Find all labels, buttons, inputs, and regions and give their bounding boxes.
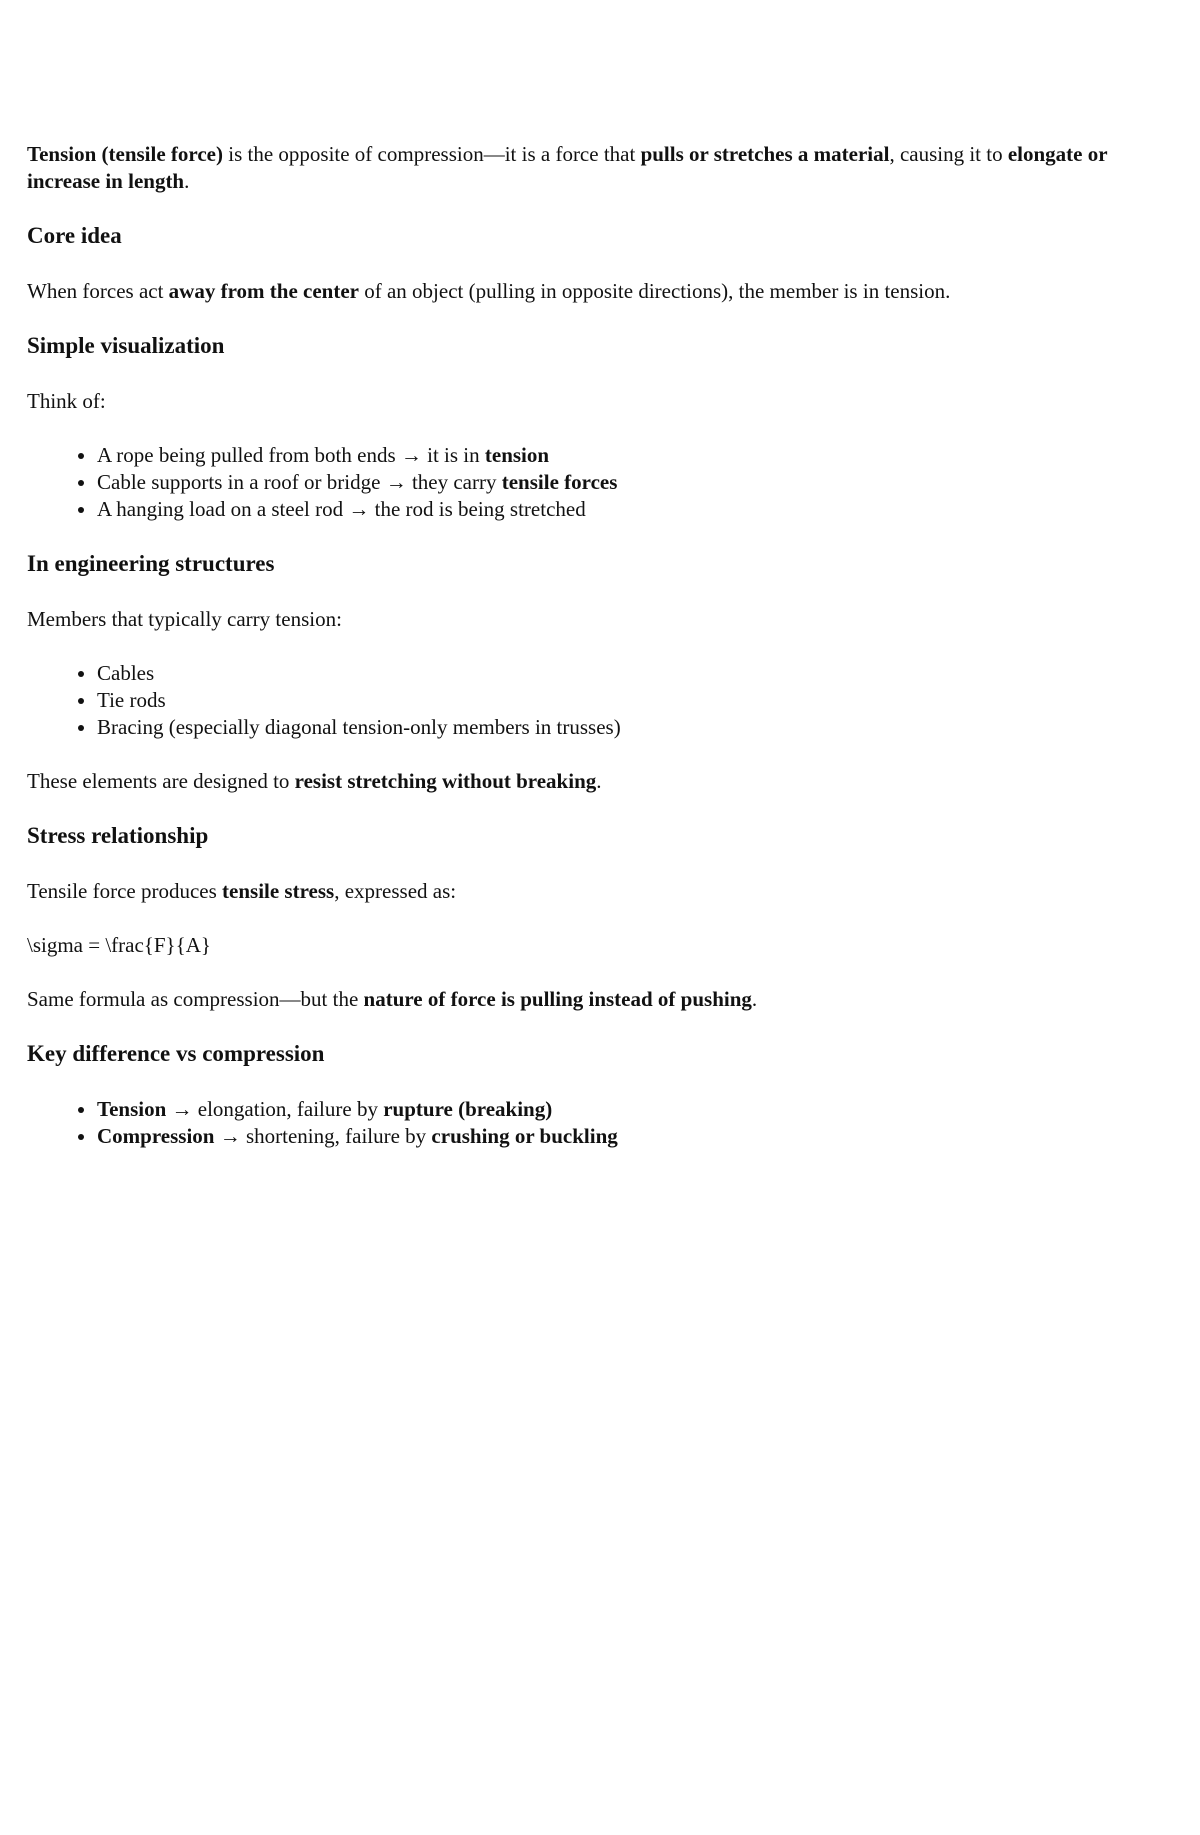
list-item-emphasis: tension xyxy=(484,443,550,467)
list-item xyxy=(97,469,1177,496)
list-item xyxy=(97,442,1177,469)
stress-paragraph xyxy=(27,878,1177,905)
list-item: • Bracing (especially diagonal tension-only members in trusses) xyxy=(97,714,1177,741)
list-item-text: A rope being pulled from both ends → it is in xyxy=(97,443,485,467)
structures-closing-text-2: . xyxy=(596,769,602,793)
list-item-text: Cable supports in a roof or bridge → they carry xyxy=(97,470,502,494)
list-item xyxy=(97,1096,1177,1123)
stress-note-emphasis: nature of force is pulling instead of pushing xyxy=(363,987,752,1011)
intro-emphasis-2: elongate or increase in length xyxy=(27,142,1108,193)
core-idea-paragraph xyxy=(27,278,1177,305)
list-item xyxy=(97,496,1177,523)
intro-text-2: , causing it to xyxy=(889,142,1008,166)
core-idea-text-2: of an object (pulling in opposite directions), the member is in tension. xyxy=(358,279,951,303)
core-idea-emphasis: away from the center xyxy=(168,279,359,303)
list-item-emphasis: rupture (breaking) xyxy=(383,1097,553,1121)
structures-closing-text-1: These elements are designed to xyxy=(27,769,295,793)
visualization-list xyxy=(27,442,1177,523)
list-item-text: A hanging load on a steel rod → the rod is being stretched xyxy=(97,497,586,521)
intro-emphasis-1: pulls or stretches a material xyxy=(640,142,890,166)
intro-text-1: is the opposite of compression—it is a force that xyxy=(222,142,641,166)
stress-note-text-1: Same formula as compression—but the xyxy=(27,987,364,1011)
intro-paragraph xyxy=(27,141,1177,195)
structures-closing-emphasis: resist stretching without breaking xyxy=(294,769,597,793)
difference-heading: Key difference vs compression xyxy=(27,1041,325,1066)
list-item-emphasis: tensile forces xyxy=(501,470,618,494)
stress-emphasis: tensile stress xyxy=(222,879,335,903)
list-item: • Cables xyxy=(97,660,1177,687)
difference-list xyxy=(27,1096,1177,1150)
core-idea-text-1: When forces act xyxy=(27,279,169,303)
visualization-lead: Think of: xyxy=(27,389,106,413)
document-body xyxy=(27,141,1177,1177)
structures-list xyxy=(27,660,1177,741)
structures-heading: In engineering structures xyxy=(27,551,275,576)
list-item: • Tie rods xyxy=(97,687,1177,714)
list-item-text: → elongation, failure by xyxy=(166,1097,384,1121)
core-idea-heading: Core idea xyxy=(27,223,122,248)
stress-text-2: , expressed as: xyxy=(334,879,457,903)
stress-note xyxy=(27,986,1177,1013)
structures-closing xyxy=(27,768,1177,795)
stress-note-text-2: . xyxy=(751,987,758,1011)
intro-text-3: . xyxy=(184,169,190,193)
list-item-text: → shortening, failure by xyxy=(214,1124,432,1148)
list-item-emphasis: crushing or buckling xyxy=(431,1124,618,1148)
structures-lead: Members that typically carry tension: xyxy=(27,607,342,631)
stress-heading: Stress relationship xyxy=(27,823,209,848)
stress-text-1: Tensile force produces xyxy=(27,879,223,903)
list-item xyxy=(97,1123,1177,1150)
list-item-term: Compression xyxy=(97,1124,215,1148)
stress-formula: \sigma = \frac{F}{A} xyxy=(27,933,211,957)
list-item-term: Tension xyxy=(97,1097,167,1121)
visualization-heading: Simple visualization xyxy=(27,333,225,358)
intro-term: Tension (tensile force) xyxy=(27,142,223,166)
